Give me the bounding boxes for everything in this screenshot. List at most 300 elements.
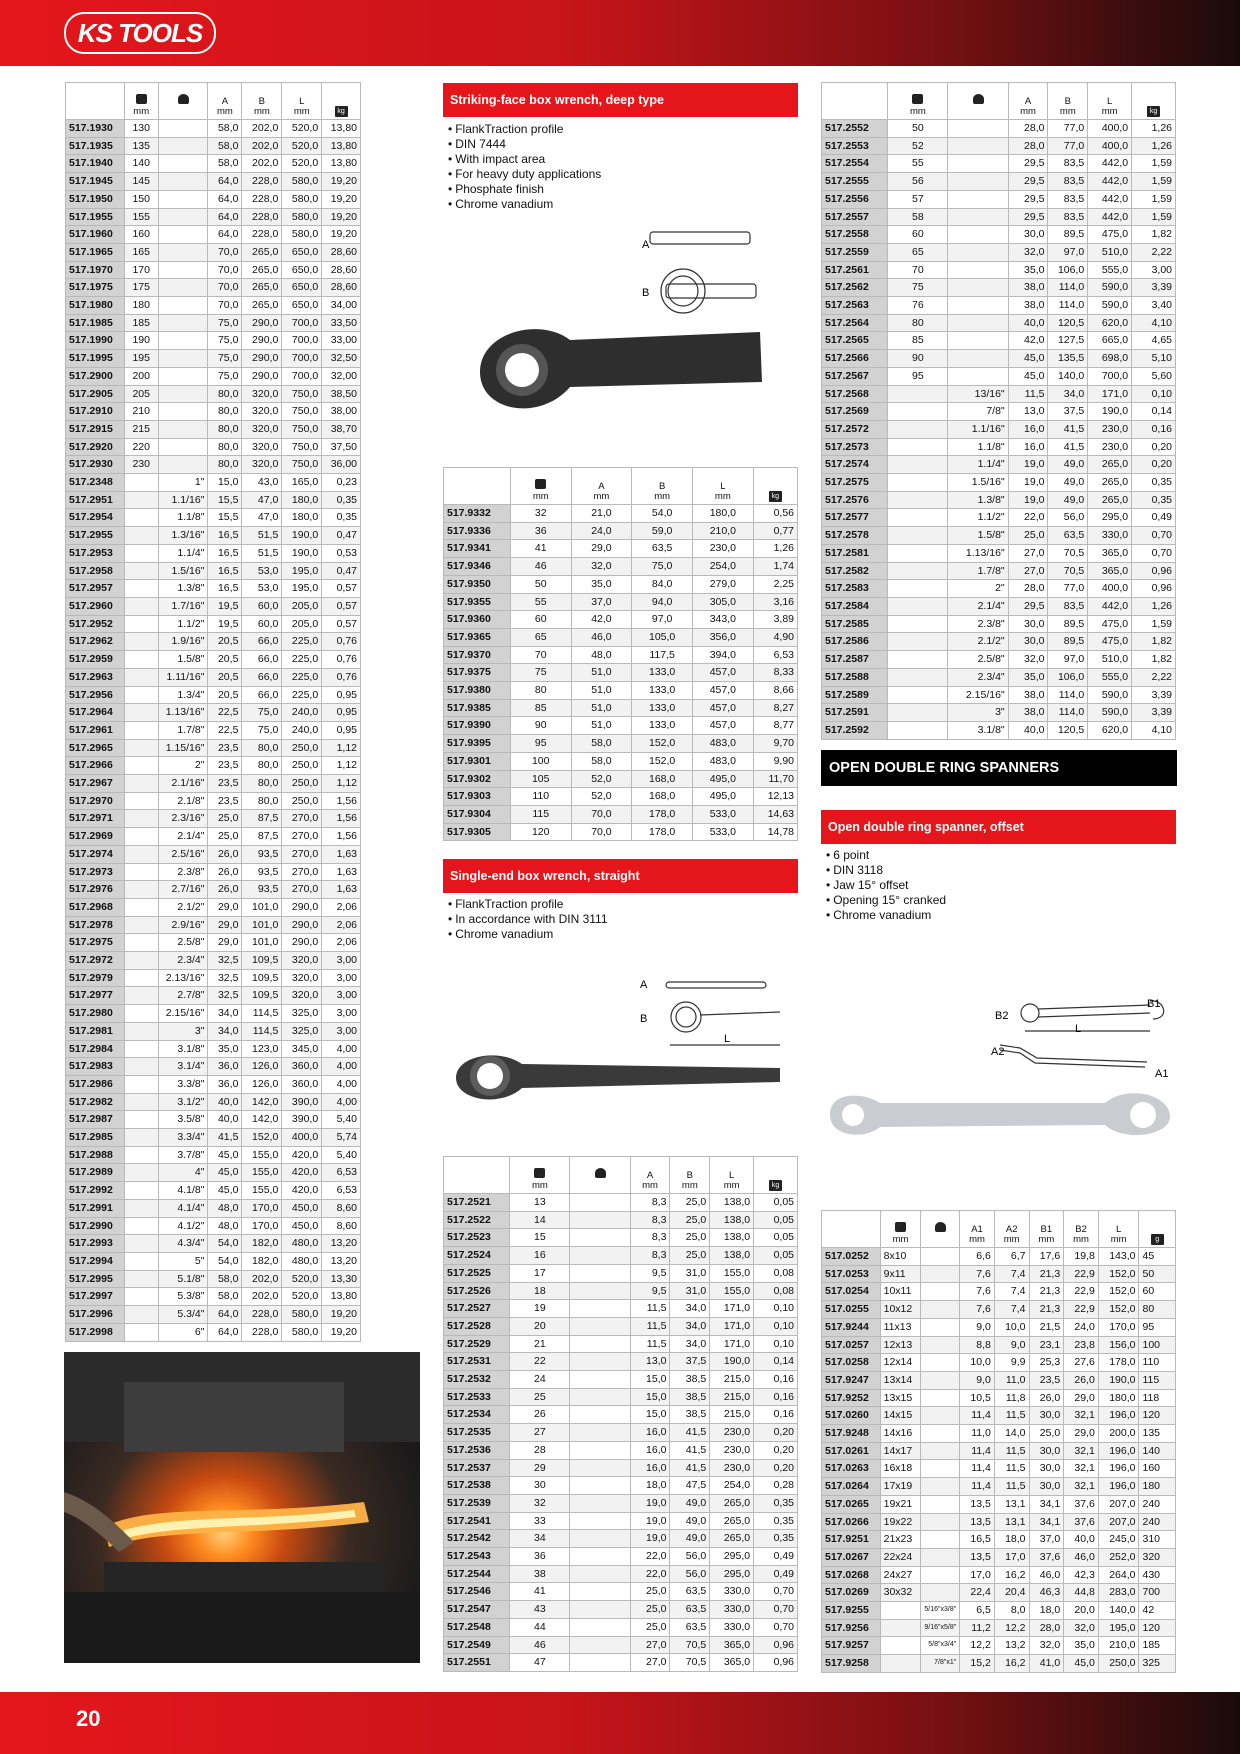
wrench-size-icon bbox=[534, 1168, 545, 1178]
table-cell: 180,0 bbox=[282, 509, 322, 527]
table-cell: 32,00 bbox=[322, 367, 361, 385]
table-row bbox=[444, 1335, 798, 1353]
table-cell: 34,1 bbox=[1029, 1513, 1064, 1531]
table-row bbox=[822, 1637, 1176, 1655]
table-cell: 16x18 bbox=[880, 1460, 921, 1478]
table-cell: 35,0 bbox=[1008, 668, 1048, 686]
table-cell: 19,0 bbox=[630, 1530, 670, 1548]
table-cell bbox=[124, 1075, 158, 1093]
article-number: 517.2577 bbox=[822, 509, 888, 527]
article-number: 517.2588 bbox=[822, 668, 888, 686]
table-row bbox=[66, 704, 361, 722]
table-cell: 33 bbox=[510, 1512, 570, 1530]
table-cell: 87,5 bbox=[242, 828, 282, 846]
table-cell: 41,5 bbox=[670, 1424, 710, 1442]
table-cell: 580,0 bbox=[282, 208, 322, 226]
table-cell: 152,0 bbox=[1098, 1283, 1139, 1301]
table-cell: 19,0 bbox=[1008, 456, 1048, 474]
table-cell: 290,0 bbox=[282, 934, 322, 952]
table-cell: 110 bbox=[510, 788, 571, 806]
table-cell: 2,06 bbox=[322, 916, 361, 934]
article-number: 517.2905 bbox=[66, 385, 125, 403]
table-row bbox=[66, 509, 361, 527]
article-number: 517.2559 bbox=[822, 243, 888, 261]
table-row bbox=[66, 757, 361, 775]
table-cell: 83,5 bbox=[1048, 173, 1088, 191]
article-number: 517.1940 bbox=[66, 155, 125, 173]
table-cell: 46 bbox=[510, 558, 571, 576]
table-row bbox=[66, 456, 361, 474]
table-cell: 64,0 bbox=[208, 173, 242, 191]
table-cell: 9,0 bbox=[960, 1371, 995, 1389]
table-cell: 105 bbox=[510, 770, 571, 788]
col-weight bbox=[754, 1157, 798, 1194]
table-cell: 70,0 bbox=[208, 243, 242, 261]
table-cell: 50 bbox=[1139, 1265, 1176, 1283]
table-cell: 190 bbox=[124, 332, 158, 350]
table-cell bbox=[888, 721, 948, 739]
table-cell: 190,0 bbox=[1098, 1371, 1139, 1389]
table-cell bbox=[124, 1111, 158, 1129]
table-cell: 80,0 bbox=[242, 739, 282, 757]
table-cell: 77,0 bbox=[1048, 580, 1088, 598]
article-number: 517.9355 bbox=[444, 593, 511, 611]
table-cell: 2.1/8" bbox=[158, 792, 208, 810]
table-cell: 0,49 bbox=[754, 1565, 798, 1583]
table-cell: 170 bbox=[124, 261, 158, 279]
table-cell: 254,0 bbox=[710, 1477, 754, 1495]
table-cell: 45,0 bbox=[208, 1164, 242, 1182]
table-cell: 8,0 bbox=[994, 1602, 1029, 1620]
table-row bbox=[66, 686, 361, 704]
table-cell: 75,0 bbox=[632, 558, 693, 576]
table-cell: 202,0 bbox=[242, 155, 282, 173]
table-cell: 0,16 bbox=[754, 1388, 798, 1406]
table-cell bbox=[921, 1584, 960, 1602]
table-cell: 225,0 bbox=[282, 633, 322, 651]
table-cell: 34,0 bbox=[208, 1022, 242, 1040]
article-number: 517.2523 bbox=[444, 1229, 510, 1247]
table-row bbox=[444, 1565, 798, 1583]
table-cell: 8,3 bbox=[630, 1194, 670, 1212]
table-cell: 60 bbox=[888, 226, 948, 244]
table-cell: 750,0 bbox=[282, 420, 322, 438]
article-number: 517.9336 bbox=[444, 522, 511, 540]
table-cell bbox=[888, 704, 948, 722]
table-cell: 533,0 bbox=[692, 805, 753, 823]
table-row bbox=[444, 1583, 798, 1601]
table-cell: 182,0 bbox=[242, 1253, 282, 1271]
table-cell: 295,0 bbox=[710, 1548, 754, 1566]
table-row bbox=[444, 1459, 798, 1477]
table-row bbox=[444, 1300, 798, 1318]
article-number: 517.2980 bbox=[66, 1005, 125, 1023]
feature-item: • Chrome vanadium bbox=[826, 908, 946, 923]
table-row bbox=[444, 1388, 798, 1406]
table-cell: 0,96 bbox=[754, 1636, 798, 1654]
table-cell: 205,0 bbox=[282, 615, 322, 633]
table-row bbox=[444, 628, 798, 646]
table-cell: 0,76 bbox=[322, 633, 361, 651]
table-row bbox=[66, 173, 361, 191]
table-cell: 240 bbox=[1139, 1495, 1176, 1513]
table-cell bbox=[570, 1247, 630, 1265]
table-cell: 37,6 bbox=[1064, 1513, 1099, 1531]
table-cell: 16,0 bbox=[1008, 438, 1048, 456]
col-size-inch bbox=[948, 83, 1008, 120]
article-number: 517.2998 bbox=[66, 1323, 125, 1341]
table-cell: 58,0 bbox=[208, 1288, 242, 1306]
table-cell: 1,59 bbox=[1132, 615, 1176, 633]
article-number: 517.2995 bbox=[66, 1270, 125, 1288]
wrench-size-icon bbox=[895, 1222, 906, 1232]
article-number: 517.2554 bbox=[822, 155, 888, 173]
col-size-mm: mm bbox=[880, 1211, 921, 1248]
table-cell: 171,0 bbox=[710, 1335, 754, 1353]
table-cell: 1,74 bbox=[753, 558, 797, 576]
table-cell: 19,0 bbox=[630, 1512, 670, 1530]
table-cell: 140 bbox=[124, 155, 158, 173]
table-row bbox=[66, 137, 361, 155]
table-cell: 57 bbox=[888, 190, 948, 208]
table-row bbox=[66, 934, 361, 952]
table-cell bbox=[124, 1253, 158, 1271]
table-row bbox=[822, 633, 1176, 651]
article-number: 517.2974 bbox=[66, 845, 125, 863]
table-row bbox=[444, 1406, 798, 1424]
table-cell: 48,0 bbox=[208, 1217, 242, 1235]
table-cell: 83,5 bbox=[1048, 155, 1088, 173]
table-cell bbox=[921, 1248, 960, 1266]
table-cell: 13,5 bbox=[960, 1495, 995, 1513]
table-cell bbox=[124, 615, 158, 633]
table-cell: 36,0 bbox=[208, 1058, 242, 1076]
striking-wrench-illustration bbox=[470, 222, 790, 440]
article-number: 517.2564 bbox=[822, 314, 888, 332]
table-cell bbox=[888, 403, 948, 421]
table-cell: 0,35 bbox=[1132, 491, 1176, 509]
article-number: 517.2966 bbox=[66, 757, 125, 775]
table-cell: 80,0 bbox=[208, 438, 242, 456]
table-row bbox=[822, 1584, 1176, 1602]
table-cell: 0,70 bbox=[1132, 527, 1176, 545]
table-row bbox=[822, 1283, 1176, 1301]
table-cell: 430 bbox=[1139, 1566, 1176, 1584]
table-cell: 20 bbox=[510, 1317, 570, 1335]
table-cell: 12x14 bbox=[880, 1354, 921, 1372]
table-cell: 28,60 bbox=[322, 261, 361, 279]
article-number: 517.2539 bbox=[444, 1494, 510, 1512]
table-cell bbox=[888, 544, 948, 562]
article-number: 517.9380 bbox=[444, 682, 511, 700]
table-cell: 135 bbox=[124, 137, 158, 155]
table-cell: 400,0 bbox=[1088, 120, 1132, 138]
table-row bbox=[444, 522, 798, 540]
table-row bbox=[444, 1477, 798, 1495]
table-cell: 133,0 bbox=[632, 664, 693, 682]
table-cell: 38 bbox=[510, 1565, 570, 1583]
table-cell bbox=[888, 456, 948, 474]
table-cell: 32,1 bbox=[1064, 1460, 1099, 1478]
table-cell: 16,0 bbox=[630, 1459, 670, 1477]
article-number: 517.2543 bbox=[444, 1548, 510, 1566]
article-number: 517.2531 bbox=[444, 1353, 510, 1371]
article-number: 517.0258 bbox=[822, 1354, 881, 1372]
table-cell: 30,0 bbox=[1029, 1407, 1064, 1425]
table-cell: 41,5 bbox=[670, 1441, 710, 1459]
table-cell: 0,96 bbox=[1132, 580, 1176, 598]
table-cell: 32,0 bbox=[1008, 243, 1048, 261]
table-cell: 49,0 bbox=[670, 1512, 710, 1530]
table-cell: 75,0 bbox=[208, 367, 242, 385]
article-number: 517.2957 bbox=[66, 580, 125, 598]
article-number: 517.2549 bbox=[444, 1636, 510, 1654]
table-cell bbox=[124, 1093, 158, 1111]
table-row bbox=[444, 505, 798, 523]
table-cell: 101,0 bbox=[242, 934, 282, 952]
table-cell bbox=[570, 1583, 630, 1601]
table-cell: 41 bbox=[510, 1583, 570, 1601]
table-cell: 53,0 bbox=[242, 562, 282, 580]
article-number: 517.2563 bbox=[822, 297, 888, 315]
table-cell: 25,0 bbox=[630, 1583, 670, 1601]
table-cell bbox=[948, 190, 1008, 208]
table-cell: 80,0 bbox=[242, 775, 282, 793]
table-cell: 0,10 bbox=[754, 1335, 798, 1353]
table-cell bbox=[124, 1217, 158, 1235]
table-cell: 9,5 bbox=[630, 1282, 670, 1300]
table-row bbox=[444, 1211, 798, 1229]
table-row bbox=[66, 987, 361, 1005]
table-cell: 44 bbox=[510, 1618, 570, 1636]
table-cell: 270,0 bbox=[282, 828, 322, 846]
table-cell: 155,0 bbox=[710, 1264, 754, 1282]
table-cell: 1,26 bbox=[1132, 597, 1176, 615]
table-cell: 22,9 bbox=[1064, 1301, 1099, 1319]
table-cell: 290,0 bbox=[282, 898, 322, 916]
table-cell: 0,96 bbox=[754, 1654, 798, 1672]
table-cell: 58,0 bbox=[571, 735, 632, 753]
table-cell: 290,0 bbox=[242, 314, 282, 332]
table-cell: 20,4 bbox=[994, 1584, 1029, 1602]
col-b: B mm bbox=[242, 83, 282, 120]
table-cell: 138,0 bbox=[710, 1229, 754, 1247]
article-number: 517.2555 bbox=[822, 173, 888, 191]
table-cell: 2.1/16" bbox=[158, 775, 208, 793]
table-cell: 0,05 bbox=[754, 1194, 798, 1212]
table-cell: 400,0 bbox=[282, 1129, 322, 1147]
table-cell: 135,5 bbox=[1048, 350, 1088, 368]
table-row bbox=[66, 952, 361, 970]
table-cell: 1,59 bbox=[1132, 173, 1176, 191]
table-cell: 34,0 bbox=[670, 1317, 710, 1335]
table-cell: 52 bbox=[888, 137, 948, 155]
table-cell: 80,0 bbox=[208, 456, 242, 474]
table-cell: 46,0 bbox=[1029, 1566, 1064, 1584]
article-number: 517.1945 bbox=[66, 173, 125, 191]
article-number: 517.2546 bbox=[444, 1583, 510, 1601]
table-cell: 190,0 bbox=[282, 527, 322, 545]
table-cell bbox=[124, 597, 158, 615]
table-cell: 58,0 bbox=[208, 120, 242, 138]
table-cell: 9/16"x5/8" bbox=[921, 1619, 960, 1637]
table-cell: 215,0 bbox=[710, 1388, 754, 1406]
table-row bbox=[822, 190, 1176, 208]
article-number: 517.2988 bbox=[66, 1146, 125, 1164]
table-cell: 264,0 bbox=[1098, 1566, 1139, 1584]
table-cell bbox=[570, 1654, 630, 1672]
table-cell: 230,0 bbox=[1088, 438, 1132, 456]
table-cell: 700,0 bbox=[282, 367, 322, 385]
table-row bbox=[822, 1301, 1176, 1319]
table-cell bbox=[570, 1424, 630, 1442]
article-number: 517.2556 bbox=[822, 190, 888, 208]
article-number: 517.2963 bbox=[66, 668, 125, 686]
table-cell: 5,60 bbox=[1132, 367, 1176, 385]
article-number: 517.9303 bbox=[444, 788, 511, 806]
table-row bbox=[822, 721, 1176, 739]
col-weight bbox=[1132, 83, 1176, 120]
table-cell: 8,77 bbox=[753, 717, 797, 735]
table-cell: 60 bbox=[1139, 1283, 1176, 1301]
page-number: 20 bbox=[76, 1706, 101, 1731]
wrench-size-inch-icon bbox=[935, 1222, 946, 1232]
table-cell: 2.5/16" bbox=[158, 845, 208, 863]
table-cell: 28 bbox=[510, 1441, 570, 1459]
table-cell: 42,0 bbox=[571, 611, 632, 629]
table-cell: 30,0 bbox=[1029, 1478, 1064, 1496]
table-cell: 21x23 bbox=[880, 1531, 921, 1549]
table-cell: 80,0 bbox=[208, 385, 242, 403]
table-cell: 230,0 bbox=[1088, 420, 1132, 438]
table-cell: 42,0 bbox=[1008, 332, 1048, 350]
table-cell: 202,0 bbox=[242, 120, 282, 138]
table-cell bbox=[158, 155, 208, 173]
table-cell: 230,0 bbox=[710, 1424, 754, 1442]
table-cell: 295,0 bbox=[1088, 509, 1132, 527]
table-row bbox=[66, 1111, 361, 1129]
table-cell: 8,3 bbox=[630, 1229, 670, 1247]
table-cell: 365,0 bbox=[1088, 562, 1132, 580]
table-cell: 135 bbox=[1139, 1425, 1176, 1443]
col-size-mm: mm bbox=[510, 1157, 570, 1194]
table-cell: 29,5 bbox=[1008, 155, 1048, 173]
table-cell: 0,05 bbox=[754, 1229, 798, 1247]
article-number: 517.2920 bbox=[66, 438, 125, 456]
table-cell bbox=[158, 420, 208, 438]
table-cell: 13,1 bbox=[994, 1495, 1029, 1513]
table-cell bbox=[570, 1229, 630, 1247]
table-cell: 1,56 bbox=[322, 792, 361, 810]
article-number: 517.9255 bbox=[822, 1602, 881, 1620]
table-cell: 94,0 bbox=[632, 593, 693, 611]
article-number: 517.2969 bbox=[66, 828, 125, 846]
table-cell: 37,6 bbox=[1064, 1495, 1099, 1513]
table-row bbox=[66, 881, 361, 899]
table-cell bbox=[921, 1425, 960, 1443]
table-row bbox=[444, 699, 798, 717]
table-row bbox=[822, 1442, 1176, 1460]
table-cell: 75 bbox=[888, 279, 948, 297]
table-cell: 75,0 bbox=[242, 704, 282, 722]
table-cell bbox=[570, 1618, 630, 1636]
table-cell: 1.3/4" bbox=[158, 686, 208, 704]
table-cell bbox=[158, 332, 208, 350]
table-cell bbox=[921, 1283, 960, 1301]
table-cell: 70,0 bbox=[571, 805, 632, 823]
table-cell: 0,57 bbox=[322, 615, 361, 633]
article-number: 517.9360 bbox=[444, 611, 511, 629]
table-cell bbox=[880, 1619, 921, 1637]
table-cell: 65 bbox=[888, 243, 948, 261]
article-number: 517.2566 bbox=[822, 350, 888, 368]
table-cell: 140 bbox=[1139, 1442, 1176, 1460]
table-cell: 700,0 bbox=[282, 332, 322, 350]
table-cell: 457,0 bbox=[692, 664, 753, 682]
table-row bbox=[66, 350, 361, 368]
table-cell bbox=[570, 1636, 630, 1654]
feature-item: • DIN 7444 bbox=[448, 137, 601, 152]
table-cell: 19x21 bbox=[880, 1495, 921, 1513]
article-number: 517.1955 bbox=[66, 208, 125, 226]
table-cell: 38,5 bbox=[670, 1388, 710, 1406]
article-number: 517.2576 bbox=[822, 491, 888, 509]
table-cell: 70,5 bbox=[1048, 562, 1088, 580]
table-cell: 47,0 bbox=[242, 509, 282, 527]
article-number: 517.2582 bbox=[822, 562, 888, 580]
table-cell bbox=[948, 137, 1008, 155]
table-cell: 457,0 bbox=[692, 682, 753, 700]
table-striking-face-deep bbox=[443, 467, 798, 841]
table-row bbox=[66, 863, 361, 881]
table-row bbox=[822, 173, 1176, 191]
table-cell: 283,0 bbox=[1098, 1584, 1139, 1602]
table-cell: 7/8"x1" bbox=[921, 1655, 960, 1673]
table-cell: 30,0 bbox=[1029, 1460, 1064, 1478]
table-cell: 365,0 bbox=[710, 1654, 754, 1672]
table-cell: 1.1/2" bbox=[948, 509, 1008, 527]
article-number: 517.9257 bbox=[822, 1637, 881, 1655]
table-cell: 18,0 bbox=[1029, 1602, 1064, 1620]
table-cell: 117,5 bbox=[632, 646, 693, 664]
article-number: 517.2965 bbox=[66, 739, 125, 757]
feature-item: • Chrome vanadium bbox=[448, 927, 608, 942]
table-cell: 17,6 bbox=[1029, 1248, 1064, 1266]
table-cell: 0,70 bbox=[754, 1601, 798, 1619]
table-cell: 95 bbox=[510, 735, 571, 753]
table-cell: 0,20 bbox=[754, 1459, 798, 1477]
table-row bbox=[66, 1235, 361, 1253]
table-cell: 120,5 bbox=[1048, 721, 1088, 739]
table-cell: 180 bbox=[124, 297, 158, 315]
table-cell: 240,0 bbox=[282, 721, 322, 739]
table-cell bbox=[570, 1530, 630, 1548]
table-cell: 156,0 bbox=[1098, 1336, 1139, 1354]
table-cell: 64,0 bbox=[208, 1323, 242, 1341]
table-cell: 650,0 bbox=[282, 261, 322, 279]
table-cell: 26,0 bbox=[1064, 1371, 1099, 1389]
table-cell: 3,00 bbox=[322, 1005, 361, 1023]
table-cell: 70,0 bbox=[571, 823, 632, 841]
table-cell: 0,70 bbox=[1132, 544, 1176, 562]
table-cell: 100 bbox=[510, 752, 571, 770]
table-cell bbox=[570, 1494, 630, 1512]
table-cell bbox=[948, 243, 1008, 261]
table-cell: 170,0 bbox=[1098, 1318, 1139, 1336]
article-number: 517.2548 bbox=[444, 1618, 510, 1636]
table-cell: 23,5 bbox=[208, 775, 242, 793]
article-number: 517.2525 bbox=[444, 1264, 510, 1282]
